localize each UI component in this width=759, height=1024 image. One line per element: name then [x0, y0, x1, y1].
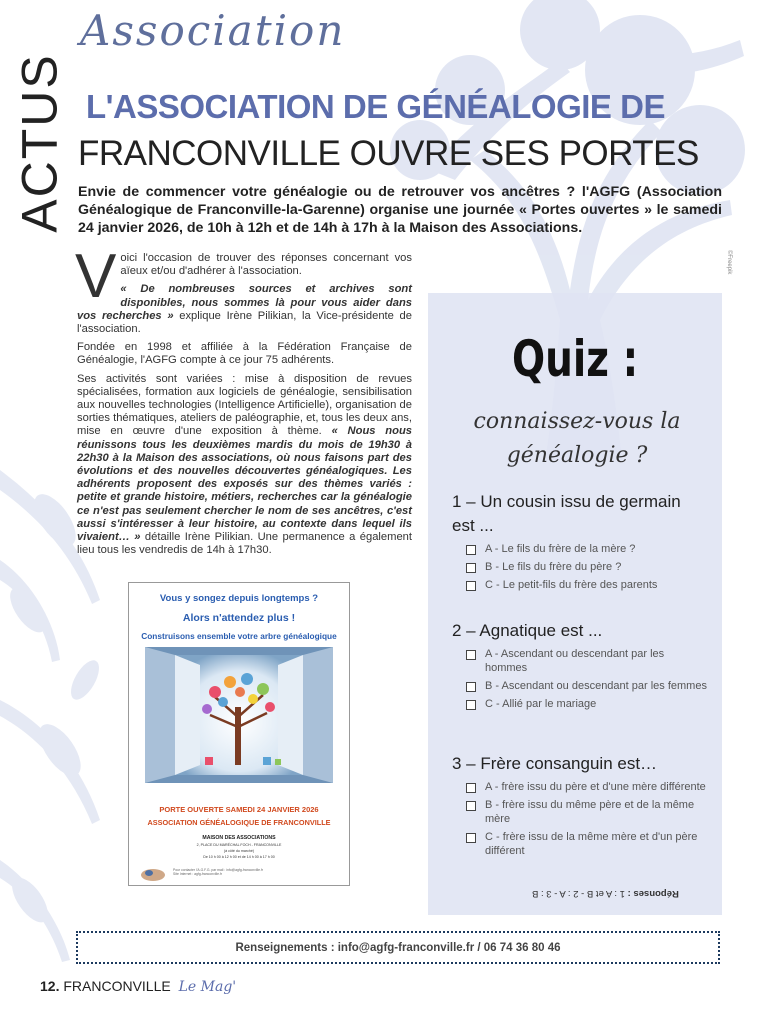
answer-option[interactable]: C - Le petit-fils du frère des parents [466, 578, 707, 592]
answer-option[interactable]: B - Le fils du frère du père ? [466, 560, 707, 574]
article-lead: Envie de commencer votre généalogie ou de retrouver vos ancêtres ? l'AGFG (Association Généalogique de Franconville-la-Garenne) organise une journée « Portes ouvertes » le samedi 24 janvier 2026, de 10h à 12h et de 14h à 17h à la Maison des Associations. [78, 184, 722, 236]
quiz-title: Quiz : [512, 330, 639, 388]
section-label: ACTUS [12, 53, 68, 233]
poster-line-3: Construisons ensemble votre arbre généalogique [141, 631, 337, 641]
quiz-question-3 [452, 752, 707, 862]
answer-option[interactable]: A - Le fils du frère de la mère ? [466, 542, 707, 556]
checkbox[interactable] [466, 682, 476, 692]
photo-credit: ©Freepik [726, 250, 732, 275]
headline-line-2: FRANCONVILLE OUVRE SES PORTES [78, 134, 699, 173]
answer-option[interactable]: B - frère issu du même père et de la même mère [466, 798, 707, 826]
category-label: Association [80, 6, 346, 55]
poster-address: 2, PLACE DU MARÉCHAL FOCH - FRANCONVILLE [196, 843, 282, 847]
checkbox[interactable] [466, 650, 476, 660]
paragraph-quote: « De nombreuses sources et archives sont disponibles, nous sommes là pour vous aider dans vos recherches » explique Irène Pilikian, la Vice-présidente de l'association. [77, 283, 412, 336]
answer-option[interactable]: C - Allié par le mariage [466, 697, 707, 711]
poster-venue: MAISON DES ASSOCIATIONS [202, 835, 276, 841]
question-title: 3 – Frère consanguin est… [452, 754, 658, 773]
checkbox[interactable] [466, 833, 476, 843]
page-number: 12. [40, 978, 60, 994]
quiz-question-1 [452, 490, 707, 596]
poster-contact: Pour contacter l'A.G.F.G. par mail : info@agfg-franconville.fr Site Internet : agfg-franconville.fr [173, 868, 264, 876]
question-title: 1 – Un cousin issu de germain est ... [452, 492, 681, 535]
checkbox[interactable] [466, 545, 476, 555]
dropcap: V [75, 242, 117, 311]
poster-address-note: (à côté du marché) [223, 849, 255, 853]
poster-event-date: PORTE OUVERTE SAMEDI 24 JANVIER 2026 [159, 805, 319, 814]
answer-option[interactable]: A - frère issu du père et d'une mère différente [466, 780, 707, 794]
checkbox[interactable] [466, 581, 476, 591]
checkbox[interactable] [466, 783, 476, 793]
checkbox[interactable] [466, 700, 476, 710]
info-contact-bar: Renseignements : info@agfg-franconville.fr / 06 74 36 80 46 [76, 931, 720, 964]
paragraph-intro: Voici l'occasion de trouver des réponses concernant vos aïeux et/ou d'adhérer à l'association. [75, 242, 412, 311]
quiz-question-2 [452, 619, 707, 715]
checkbox[interactable] [466, 563, 476, 573]
headline-line-1: L'ASSOCIATION DE GÉNÉALOGIE DE [86, 88, 665, 125]
quiz-answers-upside-down: Réponses : 1 : A et B - 2 : A - 3 : B [532, 888, 679, 899]
poster-hours: De 10 h 00 à 12 h 00 et de 14 h 00 à 17 h 00 [203, 855, 275, 859]
question-title: 2 – Agnatique est ... [452, 621, 603, 640]
magazine-name: FRANCONVILLE [63, 978, 171, 994]
open-doors-tree-illustration [145, 647, 333, 783]
answer-option[interactable]: B - Ascendant ou descendant par les femmes [466, 679, 707, 693]
poster-organizer: ASSOCIATION GÉNÉALOGIQUE DE FRANCONVILLE [147, 818, 331, 827]
magazine-script: Le Mag' [178, 979, 237, 995]
event-poster [128, 582, 350, 886]
poster-line-1: Vous y songez depuis longtemps ? [159, 593, 319, 604]
paragraph-activities: Ses activités sont variées : mise à disposition de revues spécialisées, formation aux logiciels de généalogie, sensibilisation aux nouvelles technologies (Intelligence Artificielle), organisation de sorties thématiques, ateliers de paléographie, et, tous les deux ans, mise en œuvre d'une exposition à thème. « Nous nous réunissons tous les deuxièmes mardis du mois de 19h30 à 22h30 à la Maison des associations, où nous faisons part des évolutions et des nouvelles découvertes généalogiques. Les adhérents proposent des exposés sur des thèmes variés : petite et grande histoire, métiers, recherches car la généalogie ce n'est pas seulement chercher le nom de ses ancêtres, c'est aussi s'intéresser à leur histoire, au contexte dans lequel ils vivaient… » détaille Irène Pilikian. Une permanence a également lieu tous les vendredis de 14h à 17h30. [77, 372, 413, 557]
paragraph-founded: Fondée en 1998 et affiliée à la Fédération Française de Généalogie, l'AGFG compte à ce jour 75 adhérents. [77, 341, 412, 367]
article-body [75, 242, 413, 562]
page-footer [40, 978, 236, 995]
answer-option[interactable]: C - frère issu de la même mère et d'un père différent [466, 830, 707, 858]
quiz-subtitle: connaissez-vous la généalogie ? [473, 409, 681, 468]
poster-line-2: Alors n'attendez plus ! [182, 612, 296, 624]
answer-option[interactable]: A - Ascendant ou descendant par les hommes [466, 647, 707, 675]
checkbox[interactable] [466, 801, 476, 811]
